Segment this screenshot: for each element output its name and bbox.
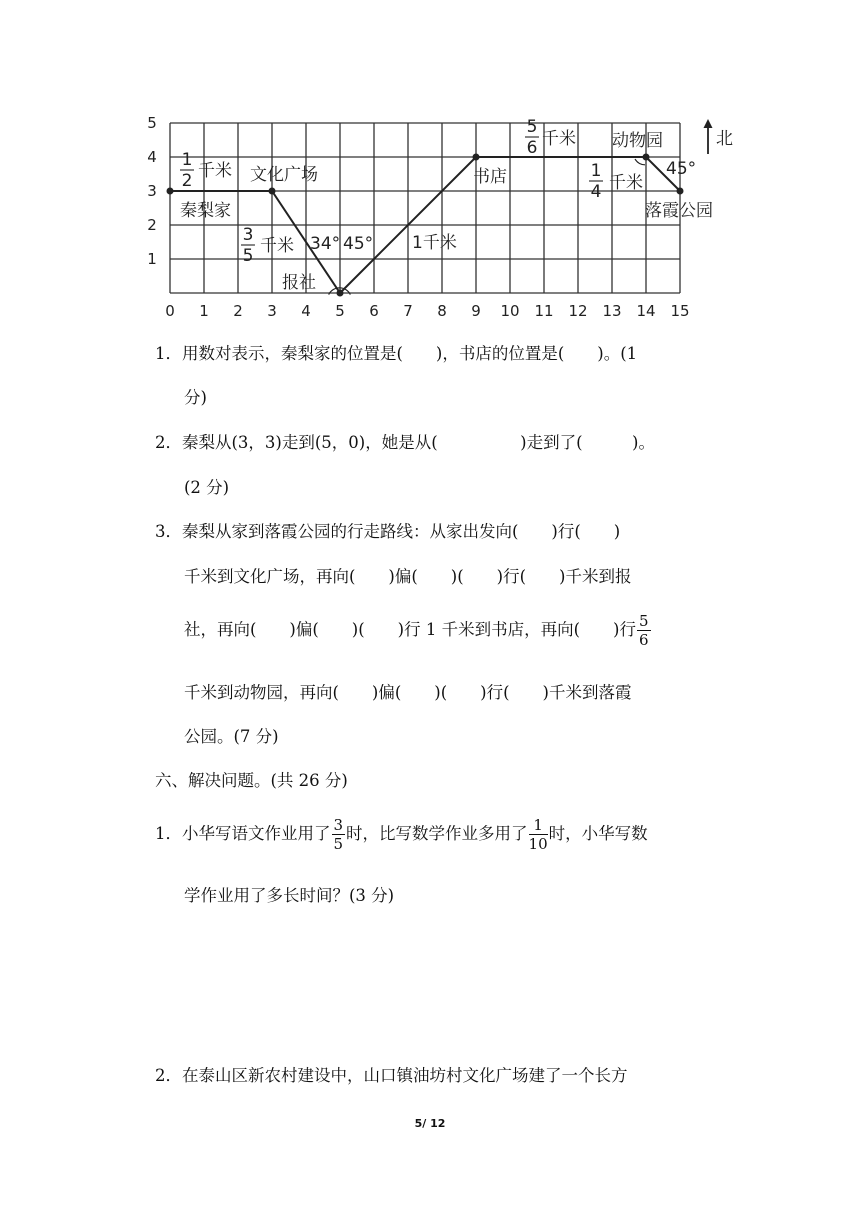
q3-line5: 公园。(7 分) — [184, 727, 279, 746]
q2-line1: 2．秦梨从(3，3)走到(5，0)，她是从( )走到了( )。 — [155, 433, 655, 452]
y-tick-label: 1 — [147, 250, 157, 268]
label-bookstore: 书店 — [473, 167, 507, 187]
km-14-unit: 千米 — [609, 173, 643, 193]
q1-line1: 1．用数对表示，秦梨家的位置是( )，书店的位置是( )。(1 — [155, 344, 638, 363]
x-tick-label: 13 — [602, 302, 622, 320]
q3-line1: 3．秦梨从家到落霞公园的行走路线：从家出发向( )行( ) — [155, 522, 621, 541]
problem2-line1: 2．在泰山区新农村建设中，山口镇油坊村文化广场建了一个长方 — [155, 1066, 628, 1085]
x-tick-label: 3 — [267, 302, 277, 320]
km-56-unit: 千米 — [542, 129, 576, 149]
x-tick-label: 14 — [636, 302, 656, 320]
km-one-label: 1千米 — [412, 233, 457, 253]
section6-title: 六、解决问题。(共 26 分) — [155, 771, 348, 790]
x-tick-label: 7 — [403, 302, 413, 320]
y-tick-label: 5 — [147, 114, 157, 132]
km-14-num: 1 — [590, 161, 602, 181]
route-point — [269, 188, 276, 195]
label-home: 秦梨家 — [180, 201, 231, 221]
km-half-num: 1 — [181, 150, 193, 170]
angle-34-label: 34° — [310, 234, 341, 254]
x-tick-label: 5 — [335, 302, 345, 320]
x-tick-label: 0 — [165, 302, 175, 320]
route-point — [677, 188, 684, 195]
km-14-den: 4 — [590, 182, 602, 202]
route-point — [167, 188, 174, 195]
x-tick-label: 6 — [369, 302, 379, 320]
x-axis-ticks — [165, 302, 689, 320]
fraction-1-10: $\frac{1}{10}$ — [528, 816, 548, 853]
q3-line4: 千米到动物园，再向( )偏( )( )行( )千米到落霞 — [184, 683, 632, 702]
label-park: 落霞公园 — [645, 201, 713, 221]
km-56-den: 6 — [526, 138, 538, 158]
x-tick-label: 9 — [471, 302, 481, 320]
km-35-unit: 千米 — [260, 236, 294, 256]
q3-line3-text: 社，再向( )偏( )( )行 1 千米到书店，再向( )行 — [184, 620, 636, 639]
north-arrowhead-icon — [704, 119, 713, 128]
label-plaza: 文化广场 — [250, 165, 318, 185]
q2-line2: (2 分) — [184, 478, 230, 497]
y-axis-ticks — [147, 114, 157, 268]
x-tick-label: 10 — [500, 302, 520, 320]
problem1-line2: 学作业用了多长时间？(3 分) — [184, 886, 395, 905]
q3-line2: 千米到文化广场，再向( )偏( )( )行( )千米到报 — [184, 567, 632, 586]
fraction-5-6: $\frac{5}{6}$ — [639, 612, 649, 649]
north-label: 北 — [716, 129, 733, 149]
km-35-den: 5 — [242, 246, 254, 266]
angle-arc-zoo — [635, 159, 645, 165]
label-zoo: 动物园 — [612, 131, 663, 151]
route-map-figure — [140, 108, 740, 328]
x-tick-label: 8 — [437, 302, 447, 320]
angle-45-label-zoo: 45° — [666, 159, 697, 179]
km-56-num: 5 — [526, 117, 538, 137]
q1-line2: 分) — [184, 388, 207, 407]
y-tick-label: 3 — [147, 182, 157, 200]
x-tick-label: 11 — [534, 302, 554, 320]
route-point — [337, 290, 344, 297]
route-point — [473, 154, 480, 161]
problem1-line1: 1．小华写语文作业用了 $\frac{3}{5}$ 时，比写数学作业多用了 $\frac{1}{10}$ 时，小华写数 — [155, 816, 648, 853]
y-tick-label: 4 — [147, 148, 157, 166]
q3-line3 — [184, 612, 652, 649]
x-tick-label: 12 — [568, 302, 588, 320]
km-35-num: 3 — [242, 225, 254, 245]
angle-45-label-newspaper: 45° — [343, 234, 374, 254]
x-tick-label: 4 — [301, 302, 311, 320]
route-point — [643, 154, 650, 161]
fraction-3-5: $\frac{3}{5}$ — [333, 816, 344, 853]
y-tick-label: 2 — [147, 216, 157, 234]
km-half-den: 2 — [181, 171, 193, 191]
x-tick-label: 15 — [670, 302, 690, 320]
x-tick-label: 1 — [199, 302, 209, 320]
page-number: 5/ 12 — [414, 1117, 446, 1130]
km-half-unit: 千米 — [198, 161, 232, 181]
label-newspaper: 报社 — [282, 273, 316, 293]
x-tick-label: 2 — [233, 302, 243, 320]
